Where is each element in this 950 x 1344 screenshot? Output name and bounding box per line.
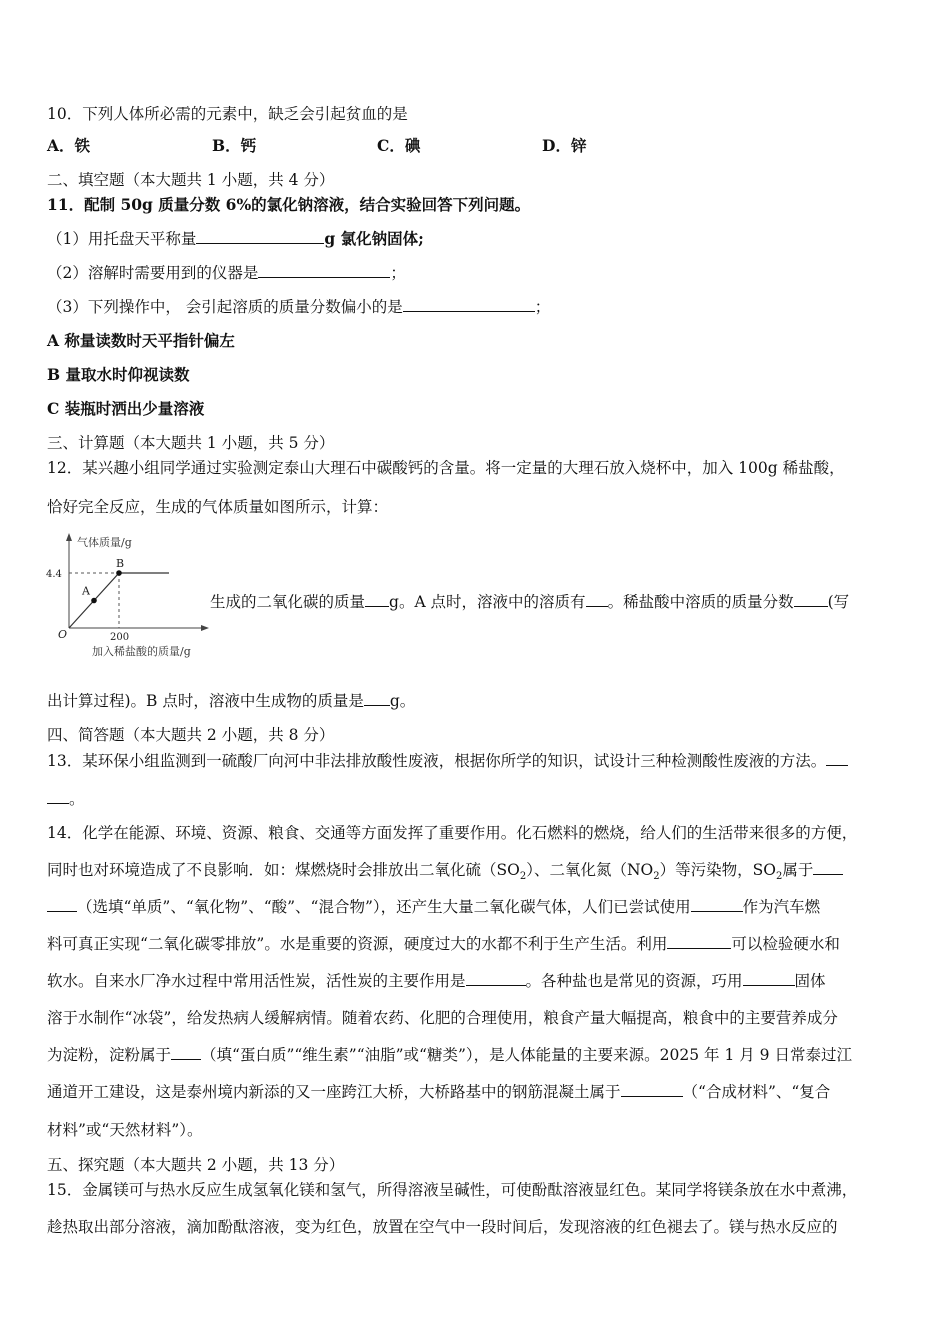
q14-line4-b: 可以检验硬水和	[731, 935, 840, 953]
q12-side-text	[210, 592, 849, 612]
q14-blank-hard-water-test[interactable]	[667, 934, 731, 949]
q14-blank-starch-class[interactable]	[171, 1045, 201, 1060]
point-b	[116, 570, 122, 576]
origin-label: O	[58, 628, 68, 641]
q12-line4-a: 出计算过程)。B 点时，溶液中生成物的质量是	[47, 692, 364, 710]
q13-end: 。	[69, 790, 85, 808]
q12-blank-co2-mass[interactable]	[365, 592, 389, 607]
x-axis-label: 加入稀盐酸的质量/g	[92, 645, 191, 658]
q14-line1: 14．化学在能源、环境、资源、粮食、交通等方面发挥了重要作用。化石燃料的燃烧，给人们的生活带来很多的方便，	[47, 824, 858, 842]
q14-line2-a: 同时也对环境造成了不良影响．如：煤燃烧时会排放出二氧化硫（SO	[47, 861, 520, 879]
q14-line7-a: 为淀粉，淀粉属于	[47, 1046, 172, 1064]
q11-choice-a: A 称量读数时天平指针偏左	[47, 331, 235, 350]
q13-blank-start[interactable]	[826, 751, 848, 766]
q14-line2-d: 属于	[782, 861, 814, 879]
y-axis-arrow	[66, 533, 72, 541]
q12-side-a: 生成的二氧化碳的质量	[210, 593, 366, 611]
q14-line2-c: ）等污染物，SO	[659, 861, 776, 879]
q14-blank-so2-class-end[interactable]	[47, 897, 77, 912]
q13-line2	[47, 789, 85, 809]
q14-line8-b: （“合成材料”、“复合	[682, 1083, 831, 1101]
q11-part1-blank[interactable]	[196, 229, 324, 244]
q11-stem: 11．配制 50g 质量分数 6%的氯化钠溶液，结合实验回答下列问题。	[47, 195, 531, 214]
x-tick-label: 200	[110, 632, 130, 643]
q14-line4-a: 料可真正实现“二氧化碳零排放”。水是重要的资源，硬度过大的水都不利于生产生活。利用	[47, 935, 668, 953]
q14-blank-so2-class-start[interactable]	[813, 860, 843, 875]
q11-part2	[47, 263, 406, 283]
subscript-2: 2	[519, 871, 527, 883]
q11-part3-blank[interactable]	[403, 297, 535, 312]
q14-line4	[47, 934, 840, 954]
q14-line2	[47, 860, 843, 887]
q13-line1	[47, 751, 848, 771]
q12-side-d: (写	[827, 593, 850, 611]
q14-line8-a: 通道开工建设，这是泰州境内新添的又一座跨江大桥，大桥路基中的钢筋混凝土属于	[47, 1083, 621, 1101]
q12-line2: 恰好完全反应，生成的气体质量如图所示，计算：	[47, 498, 389, 516]
q12-side-b: g。A 点时，溶液中的溶质有	[389, 593, 586, 611]
section-5-heading: 五、探究题（本大题共 2 小题，共 13 分）	[47, 1156, 345, 1174]
subscript-2: 2	[653, 871, 660, 883]
point-a	[91, 598, 97, 604]
q14-line3-a: （选填“单质”、“氧化物”、“酸”、“混合物”），还产生大量二氧化碳气体，人们已尝试使用	[77, 898, 691, 916]
q14-line7	[47, 1045, 852, 1065]
q11-part1	[47, 229, 424, 249]
q14-line6: 溶于水制作“冰袋”，给发热病人缓解病情。随着农药、化肥的合理使用，粮食产量大幅提高，粮食中的主要营养成分	[47, 1009, 838, 1027]
q12-blank-solute[interactable]	[586, 592, 608, 607]
q10-option-b: B．钙	[212, 136, 257, 155]
q13-text: 13．某环保小组监测到一硫酸厂向河中非法排放酸性废液，根据你所学的知识，试设计三种检测酸性废液的方法。	[47, 752, 827, 770]
subscript-2: 2	[775, 871, 783, 883]
q14-line9: 材料”或“天然材料”）。	[47, 1121, 203, 1139]
y-tick-label: 4.4	[46, 569, 62, 580]
q12-line1: 12．某兴趣小组同学通过实验测定泰山大理石中碳酸钙的含量。将一定量的大理石放入烧杯中，加入 100g 稀盐酸，	[47, 459, 845, 477]
q11-part1-suffix: g 氯化钠固体;	[324, 229, 424, 248]
point-label-a: A	[82, 584, 90, 598]
q11-choice-b: B 量取水时仰视读数	[47, 365, 190, 384]
q11-part3-suffix: ；	[534, 298, 551, 316]
q14-line3-b: 作为汽车燃	[742, 898, 821, 916]
q10-option-a: A．铁	[47, 136, 91, 155]
q14-line3	[47, 897, 820, 917]
q12-line4	[47, 691, 415, 711]
q11-part2-blank[interactable]	[258, 263, 390, 278]
y-axis-label: 气体质量/g	[77, 536, 132, 549]
section-2-heading: 二、填空题（本大题共 1 小题，共 4 分）	[47, 171, 335, 189]
gas-mass-chart	[44, 526, 210, 662]
section-4-heading: 四、简答题（本大题共 2 小题，共 8 分）	[47, 726, 335, 744]
q14-line5-c: 固体	[794, 972, 826, 990]
point-label-b: B	[116, 557, 125, 570]
q14-line5-b: 。各种盐也是常见的资源，巧用	[525, 972, 743, 990]
q15-line2: 趁热取出部分溶液，滴加酚酞溶液，变为红色，放置在空气中一段时间后，发现溶液的红色褪去了。镁与热水反应的	[47, 1218, 838, 1236]
q13-blank-end[interactable]	[47, 789, 69, 804]
q12-blank-mass-fraction[interactable]	[794, 592, 828, 607]
q11-choice-c: C 装瓶时洒出少量溶液	[47, 399, 205, 418]
q11-part2-suffix: ；	[390, 264, 406, 282]
q10-option-c: C．碘	[377, 136, 421, 155]
q11-part3-prefix: （3）下列操作中， 会引起溶质的质量分数偏小的是	[47, 298, 403, 316]
q14-blank-fuel[interactable]	[691, 897, 743, 912]
q11-part1-prefix: （1）用托盘天平称量	[47, 230, 197, 248]
section-3-heading: 三、计算题（本大题共 1 小题，共 5 分）	[47, 434, 335, 452]
q14-blank-material[interactable]	[621, 1082, 683, 1097]
q10-option-d: D．锌	[542, 136, 587, 155]
q14-blank-carbon-role[interactable]	[466, 971, 526, 986]
q14-line5	[47, 971, 826, 991]
q14-line8	[47, 1082, 830, 1102]
q15-line1: 15．金属镁可与热水反应生成氢氧化镁和氢气，所得溶液呈碱性，可使酚酞溶液显红色。某同学将镁条放在水中煮沸，	[47, 1181, 858, 1199]
q14-blank-salt[interactable]	[743, 971, 795, 986]
q11-part2-prefix: （2）溶解时需要用到的仪器是	[47, 264, 259, 282]
q14-line5-a: 软水。自来水厂净水过程中常用活性炭，活性炭的主要作用是	[47, 972, 466, 990]
q10-stem: 10．下列人体所必需的元素中，缺乏会引起贫血的是	[47, 105, 408, 123]
q14-line2-b: ）、二氧化氮（NO	[526, 861, 654, 879]
q12-line4-b: g。	[389, 692, 416, 710]
x-axis-arrow	[201, 625, 209, 631]
q14-line7-b: （填“蛋白质”“维生素”“油脂”或“糖类”），是人体能量的主要来源。2025 年 1 月 9 日常泰过江	[201, 1046, 852, 1064]
q12-side-c: 。稀盐酸中溶质的质量分数	[607, 593, 794, 611]
q11-part3	[47, 297, 550, 317]
q12-blank-product-mass[interactable]	[364, 691, 390, 706]
